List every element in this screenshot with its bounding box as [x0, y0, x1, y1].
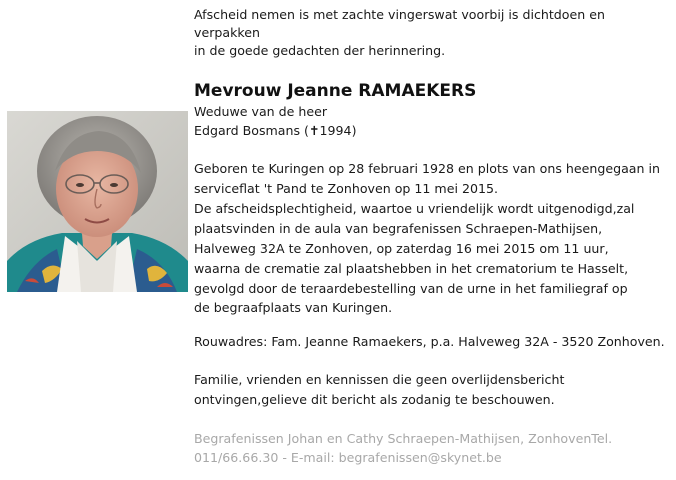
deceased-name: Mevrouw Jeanne RAMAEKERS — [194, 81, 477, 101]
funeral-home-info: Begrafenissen Johan en Cathy Schraepen-Mathijsen, ZonhovenTel. — [194, 431, 613, 446]
portrait-photo — [7, 111, 188, 292]
body-line: Geboren te Kuringen op 28 februari 1928 en plots van ons heengegaan in — [194, 161, 660, 176]
body-line: plaatsvinden in de aula van begrafenissen Schraepen-Mathijsen, — [194, 221, 603, 236]
portrait-illustration — [7, 111, 188, 292]
body-line: serviceflat 't Pand te Zonhoven op 11 mei 2015. — [194, 181, 499, 196]
body-line: Halveweg 32A te Zonhoven, op zaterdag 16 mei 2015 om 11 uur, — [194, 241, 609, 256]
intro-line: verpakken — [194, 25, 260, 40]
intro-line: Afscheid nemen is met zachte vingerswat voorbij is dichtdoen en — [194, 7, 605, 22]
relation-line: Edgard Bosmans (✝1994) — [194, 123, 357, 138]
family-note-line: Familie, vrienden en kennissen die geen overlijdensbericht — [194, 372, 565, 387]
body-line: waarna de crematie zal plaatshebben in het crematorium te Hasselt, — [194, 261, 629, 276]
body-line: de begraafplaats van Kuringen. — [194, 300, 393, 315]
body-line: De afscheidsplechtigheid, waartoe u vriendelijk wordt uitgenodigd,zal — [194, 201, 635, 216]
body-line: gevolgd door de teraardebestelling van de urne in het familiegraf op — [194, 281, 628, 296]
intro-line: in de goede gedachten der herinnering. — [194, 43, 446, 58]
family-note-line: ontvingen,gelieve dit bericht als zodanig te beschouwen. — [194, 392, 555, 407]
mourning-address: Rouwadres: Fam. Jeanne Ramaekers, p.a. Halveweg 32A - 3520 Zonhoven. — [194, 334, 665, 349]
funeral-home-contact: 011/66.66.30 - E-mail: begrafenissen@skynet.be — [194, 450, 502, 465]
relation-line: Weduwe van de heer — [194, 104, 328, 119]
